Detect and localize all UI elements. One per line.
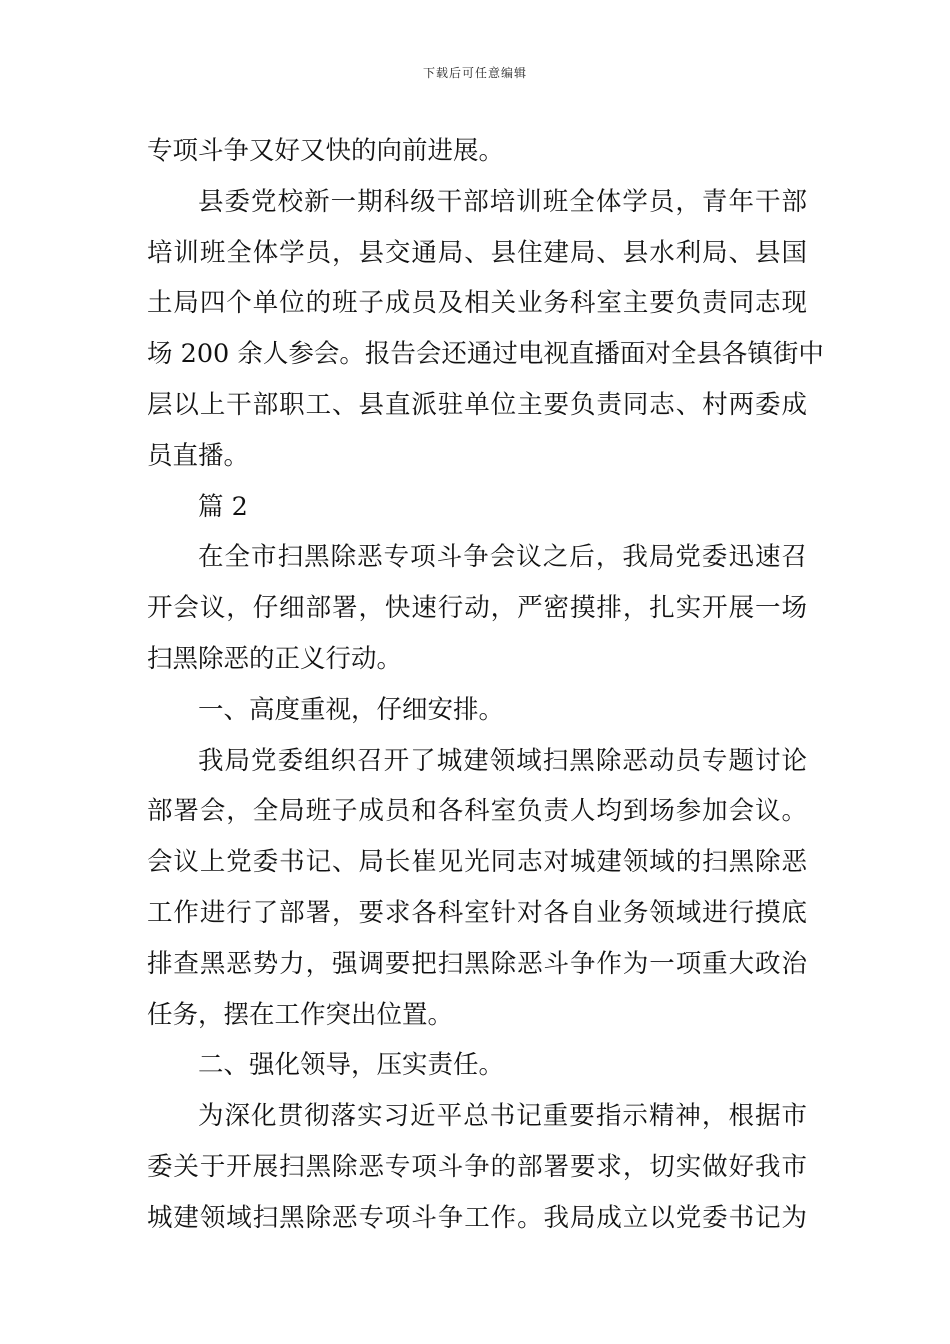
text-line: 会议上党委书记、局长崔见光同志对城建领域的扫黑除恶 — [147, 847, 807, 878]
text-line: 开会议，仔细部署，快速行动，严密摸排，扎实开展一场 — [147, 593, 807, 624]
paragraph-first-line: 为深化贯彻落实习近平总书记重要指示精神，根据市 — [198, 1101, 807, 1132]
text-line: 土局四个单位的班子成员及相关业务科室主要负责同志现 — [147, 288, 807, 319]
text-line: 扫黑除恶的正义行动。 — [147, 643, 403, 674]
paragraph-first-line: 县委党校新一期科级干部培训班全体学员，青年干部 — [198, 186, 807, 217]
text-line: 工作进行了部署，要求各科室针对各自业务领域进行摸底 — [147, 897, 807, 928]
text-line: 城建领域扫黑除恶专项斗争工作。我局成立以党委书记为 — [147, 1202, 807, 1233]
paragraph-first-line: 我局党委组织召开了城建领域扫黑除恶动员专题讨论 — [198, 745, 807, 776]
document-body — [147, 126, 824, 1244]
text-line: 员直播。 — [147, 440, 250, 471]
text-line: 任务，摆在工作突出位置。 — [147, 999, 454, 1030]
text-line: 排查黑恶势力，强调要把扫黑除恶斗争作为一项重大政治 — [147, 948, 807, 979]
text-line: 部署会，全局班子成员和各科室负责人均到场参加会议。 — [147, 796, 807, 827]
text-line: 培训班全体学员，县交通局、县住建局、县水利局、县国 — [147, 237, 807, 268]
paragraph-first-line: 在全市扫黑除恶专项斗争会议之后，我局党委迅速召 — [198, 542, 807, 573]
text-line: 委关于开展扫黑除恶专项斗争的部署要求，切实做好我市 — [147, 1151, 807, 1182]
text-line: 场 200 余人参会。报告会还通过电视直播面对全县各镇街中 — [147, 339, 824, 370]
page-header-note: 下载后可任意编辑 — [422, 66, 527, 80]
text-line: 层以上干部职工、县直派驻单位主要负责同志、村两委成 — [147, 389, 807, 420]
section-label: 篇 2 — [198, 491, 248, 522]
section-heading: 二、强化领导，压实责任。 — [198, 1050, 505, 1081]
text-line: 专项斗争又好又快的向前进展。 — [147, 136, 505, 166]
section-heading: 一、高度重视，仔细安排。 — [198, 694, 505, 725]
